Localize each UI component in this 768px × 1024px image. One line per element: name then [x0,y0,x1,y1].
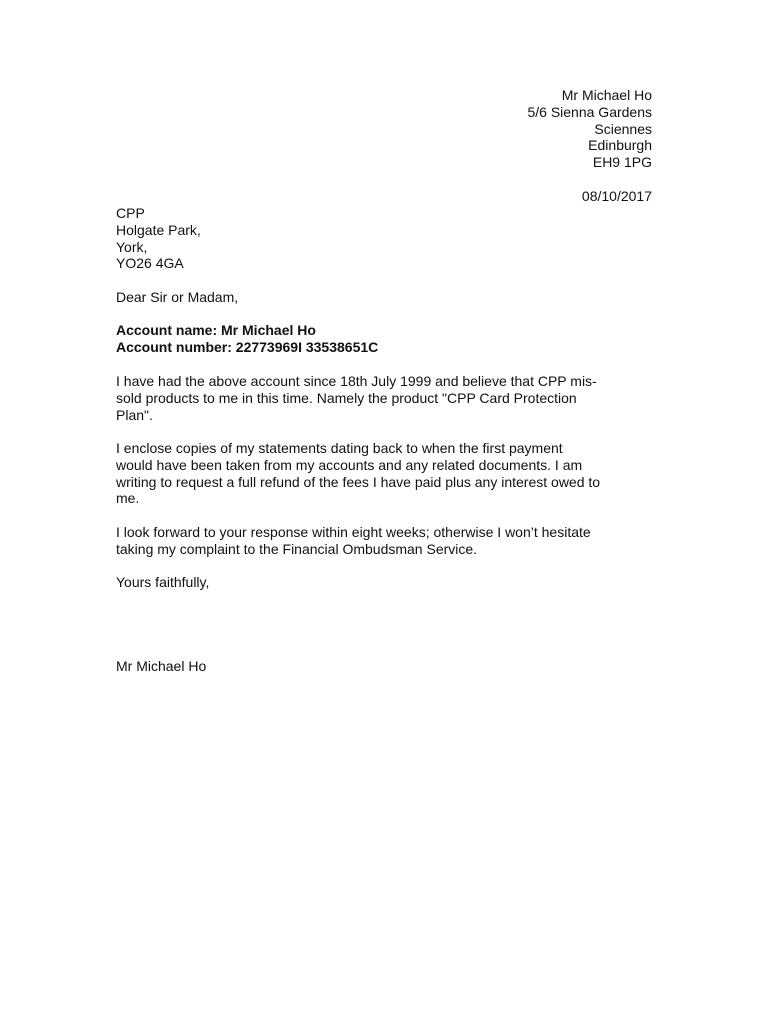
paragraph-line: taking my complaint to the Financial Ombudsman Service. [116,540,478,557]
body-paragraph-2 [116,440,652,507]
paragraph-line: I look forward to your response within eight weeks; otherwise I won’t hesitate [116,524,591,540]
recipient-postcode: YO26 4GA [116,255,184,272]
paragraph-line: I have had the above account since 18th July 1999 and believe that CPP mis- [116,373,597,389]
paragraph-line: would have been taken from my accounts and any related documents. I am [116,456,583,473]
sender-postcode: EH9 1PG [592,154,652,171]
sender-address-line1: 5/6 Sienna Gardens [527,103,652,120]
salutation: Dear Sir or Madam, [116,289,239,305]
paragraph-line: I enclose copies of my statements dating back to when the first payment [116,440,563,456]
paragraph-line: me. [116,490,140,507]
paragraph-line: writing to request a full refund of the fees I have paid plus any interest owed to [116,473,601,490]
body-paragraph-3 [116,524,652,558]
sender-city: Edinburgh [588,137,652,154]
recipient-name: CPP [116,205,145,221]
recipient-address-line1: Holgate Park, [116,221,201,238]
paragraph-line: sold products to me in this time. Namely the product "CPP Card Protection [116,389,577,406]
letter-date: 08/10/2017 [581,188,652,204]
sender-address [527,87,652,171]
body-paragraph-1 [116,373,652,423]
paragraph-line: Plan". [116,406,153,423]
closing: Yours faithfully, [116,574,210,590]
sender-name: Mr Michael Ho [561,87,652,103]
sender-address-line2: Sciennes [594,120,652,137]
recipient-city: York, [116,238,148,255]
account-details [116,322,378,356]
account-number-line: Account number: 22773969I 33538651C [116,338,379,355]
signature-name: Mr Michael Ho [116,658,207,674]
account-name-line: Account name: Mr Michael Ho [116,322,316,338]
recipient-address [116,205,201,272]
